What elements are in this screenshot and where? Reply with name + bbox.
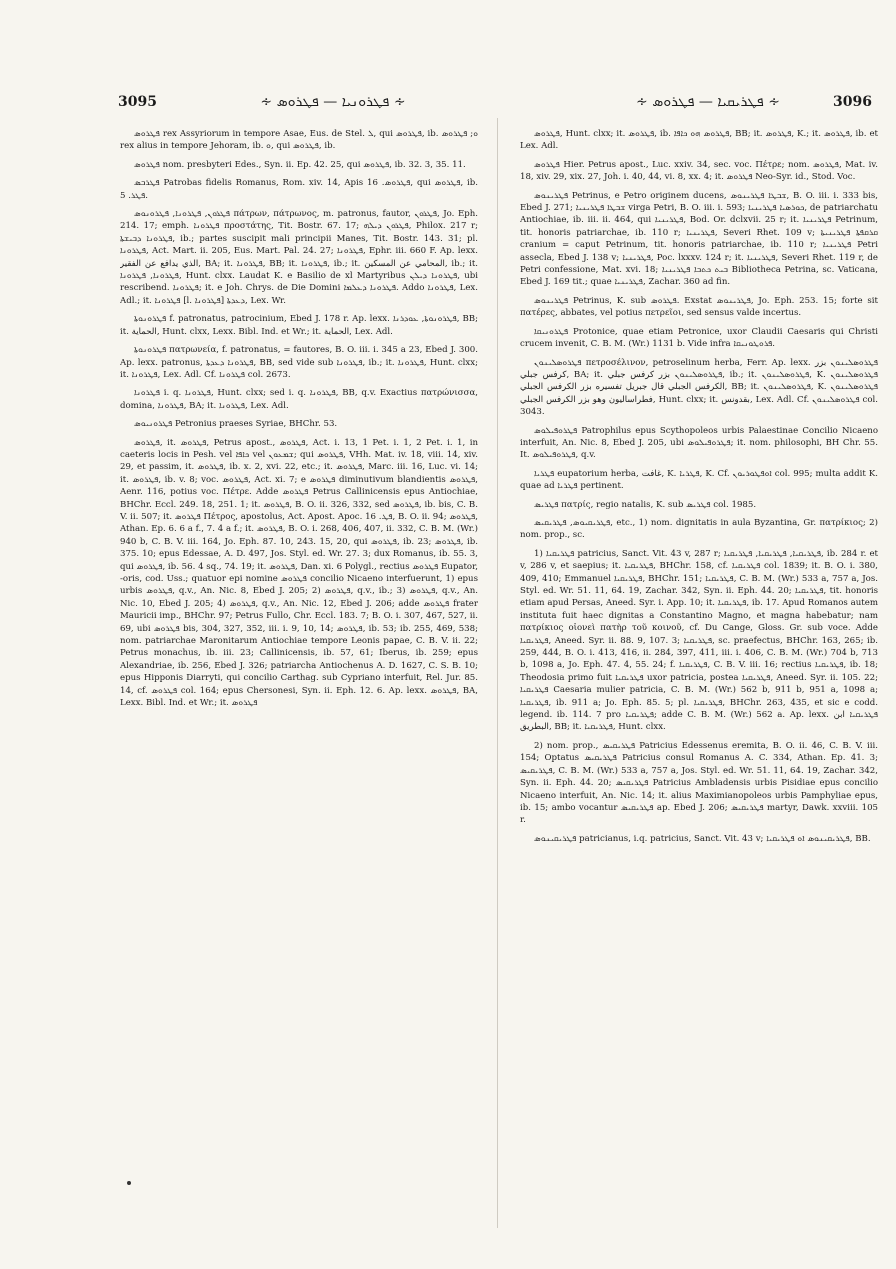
dictionary-entry: ܦܛܪܝܢܘܣ Petrinus, K. sub ܦܛܪܘܣ. Exstat ܦܛܪܝܢܘܣ, Jo. Eph. 253. 15; forte sit πατέρες, abbates, vel potius πετρεῖοι, sed sensus valde incertus. xyxy=(520,295,878,319)
column-divider xyxy=(497,118,498,1228)
dictionary-entry: ܦܛܪܝܢܘܣ Petrinus, e Petro originem ducens, ܫܒܛܐ ܦܛܪܝܢܘܣ, B. O. iii. i. 333 bis, Ebed J. 271; ܫܒܛܐ ܦܛܪܝܢܝܐ virga Petri, B. O. iii. i. 593; ܟܘܪܣܝܐ ܦܛܪܝܢܝܐ, de patriarchatu Antiochiae, ib. iii. ii. 464, qui ܦܛܪܝܢܝܐ, Bod. Or. dclxvii. 25 r; it. ܦܛܪܝܢܝܐ Petrinum, tit. honoris patriarchae, ib. 110 r; ܦܛܪܝܢܝܐ, Severi Rhet. 109 v; ܩܪܩܦܬܐ ܦܛܪܝܢܝܬܐ cranium = caput Petrinum, tit. honoris patriarchae, ib. 110 r; ܦܛܪܝܢܝܐ Petri assecla, Ebed J. 138 v; ܦܛܪܝܢܝܐ, Poc. lxxxv. 124 r; it. ܦܛܪܝܢܝܐ, Severi Rhet. 119 r, de Petri confessione, Mat. xvi. 18; ܒܝܬ ܟܬܒܐ ܦܛܪܝܢܝܐ Bibliotheca Petrina, sc. Vaticana, Ebed J. 169 tit.; quae ܦܛܪܝܢܝܐ, Zachar. 360 ad fin. xyxy=(520,190,878,288)
dictionary-entry: 1) ܦܛܪܝܩܝܐ patricius, Sanct. Vit. 43 v, 287 r; ܦܛܪܝܩܝܐ, ܦܛܪܝܩܝܐ, ܦܛܪܝܩܝܐ, ib. 284 r. et v, 286 v, et saepius; it. ܦܛܪܝܩܝܐ, BHChr. 158, cf. ܦܛܪܝܩܝܐ col. 1839; it. B. O. i. 380, 409, 410; Emmanuel ܦܛܪܝܩܝܐ, BHChr. 151; ܦܛܪܝܩܝܐ, C. B. M. (Wr.) 533 a, 757 a, Jos. Styl. ed. Wr. 51. 11, 64. 19, Zachar. 342, Syn. ii. Eph. 44. 20; ܦܛܪܝܩܝܐ, tit. honoris etiam apud Persas, Aneed. Syr. i. App. 10; it. ܦܛܪܝܩܝܐ, ib. 17. Apud Romanos autem instituta fuit haec dignitas a Constantino Magno, et magna habebatur; nam πατρίκιος οἱονεὶ πατὴρ τοῦ κοινοῦ, cf. Du Cange, Gloss. Gr. sub voce. Adde ܦܛܪܝܩܝܐ, Aneed. Syr. ii. 88. 9, 107. 3; ܦܛܪܝܩܝܐ, sc. praefectus, BHChr. 163, 265; ib. 259, 444, B. O. i. 413, 416, ii. 284, 397, 411, iii. i. 406, C. B. M. (Wr.) 704 b, 713 b, 1098 a, Jo. Eph. 47. 4, 55. 24; f. ܦܛܪܝܩܝܐ, C. B. V. iii. 16; rectius ܦܛܪܝܩܝܐ, ib. 18; Theodosia primo fuit ܦܛܪܝܩܝܐ uxor patricia, postea ܦܛܪܝܩܝܐ, Aneed. Syr. ii. 105. 22; ܦܛܪܝܩܝܐ Caesaria mulier patricia, C. B. M. (Wr.) 562 b, 911 b, 951 a, 1098 a; ܦܛܪܝܩܝܐ, ib. 911 a; Jo. Eph. 85. 5; pl. ܦܛܪܝܩܝܐ, BHChr. 263, 435, et sic e codd. legend. ib. 114. 7 pro ܦܛܪܝܩܝܐ; adde C. B. M. (Wr.) 562 a. Ap. lexx. ܦܛܪܝܩܝܐ ابن البطريق, BB; it. ܦܛܪܝܩܝܐ, Hunt. clxx. xyxy=(520,548,878,733)
dictionary-entry: ܦܛܪܘܢܘܬܐ f. patronatus, patrocinium, Ebed J. 178 r. Ap. lexx. ܦܛܪܘܢܘܬܐ, ܥܘܕܪܢܐ, BB; it. الحماية, Hunt. clxx, Lexx. Bibl. Ind. et Wr.; it. الحماية, Lex. Adl. xyxy=(120,314,478,337)
page-number-right: 3096 xyxy=(833,94,872,110)
dictionary-entry: ܦܛܪܘܣ nom. presbyteri Edes., Syn. ii. Ep. 42. 25, qui ܦܛܪܘܣ, ib. 32. 3, 35. 11. xyxy=(134,159,466,170)
dictionary-entry: ܦܛܪܘܢ, ܦܛܪܘܢܐ, ܦܛܪܘܢܘܣ πάτρων, πάτρωνος, m. patronus, fautor, ܦܛܪܘܢ, Jo. Eph. 214. 17; emph. ܦܛܪܘܢܐ προστάτης, Tit. Bostr. 67. 17; ܦܛܪܘܢ ܕܝܠܗ, Philox. 217 r; ܦܛܪܘܢܐ ܕܒܝܫܬܐ, ib.; partes suscipit mali principii Manes, Tit. Bostr. 143. 31; pl. ܦܛܪܘܢܐ, Act. Mart. ii. 205, Eus. Mart. Pal. 24. 27; ܦܛܪܘܢܐ, Ephr. iii. 660 F. Ap. lexx. الذي يدافع عن الفقير, BA; it. ܦܛܪܘܢܐ, BB; it. ܦܛܪܘܢܐ, ib.; it. المحامي عن المسكين, ib.; it. ܦܛܪܘܢܐ, ܦܛܪܘܢܐ, Hunt. clxx. Laudat K. e Basilio de xl Martyribus ܦܛܪܘܢܐ ܕܝܠܢ, ubi rescribend. ܦܛܪܘܢܐ; it. e Joh. Chrys. de Die Domini ܦܛܪܘܢܐ ܕܥܠܡܐ. Addo ܦܛܪܘܢܐ, Lex. Adl.; it. ܦܛܪܘܢܐ [l. ܦܛܪܘܢܐ] ܕܥܕܬܐ, Lex. Wr. xyxy=(120,209,478,306)
page-header xyxy=(118,94,872,116)
dictionary-entry: ܦܛܪܘܦܝܠܘܣ Patrophilus epus Scythopoleos urbis Palaestinae Concilio Nicaeno interfuit, An. Nic. 8, Ebed J. 205, ubi ܦܛܪܘܦܝܠܘܣ; it. nom. philosophi, BH Chr. 55. It. ܦܛܪܘܦܝܠܘܣ, q.v. xyxy=(520,425,878,461)
dictionary-entry: ܦܛܪܘܣ rex Assyriorum in tempore Asae, Eus. de Stel. ܠ, qui ܦܛܪܘܣ, ib. ܘ; ܦܛܪܘܣ rex alius in tempore Jehoram, ib. ܘ, qui ܦܛܪܘܣ, ib. xyxy=(120,129,478,152)
dictionary-entry: ܦܛܪܘܢܐ i. q. ܦܛܪܘܢܐ, Hunt. clxx; sed i. q. ܦܛܪܘܢܐ, BB, q.v. Exactius πατρώνισσα, domina, ܦܛܪܘܢܐ, BA; it. ܦܛܪܘܢܐ, Lex. Adl. xyxy=(120,388,478,411)
right-column xyxy=(520,128,878,1238)
dictionary-entry: ܦܛܪܘܣܠܝܢܘܢ πετροσέλινον, petroselinum herba, Ferr. Ap. lexx. ܦܛܪܘܣܠܝܢܘܢ بزر كرفس جبلي, BA; it. ܦܛܪܘܣܠܝܢܘܢ بزر كرفس جبلي, ib.; it. ܦܛܪܘܣܠܝܢܘܢ, K. ܦܛܪܘܣܠܝܢܘܢ الكرفس الجبلي قال جبريل تفسيره بزر الكرفس الجبلي, BB; it. ܦܛܪܘܣܠܝܢܘܢ, K. ܦܛܪܘܣܠܝܢܘܢ فطراساليون وهو بزر الكرفس الجبلي, Hunt. clxx; it. بقدونس, Lex. Adl. Cf. ܦܛܪܘܣܠܝܢܘܢ col. 3043. xyxy=(520,357,878,418)
dictionary-entry: 2) nom. prop., ܦܛܪܝܩܝܣ Patricius Edessenus eremita, B. O. ii. 46, C. B. V. iii. 154; Optatus ܦܛܪܝܩܝܣ Patricius consul Romanus A. C. 334, Athan. Ep. 41. 3; ܦܛܪܝܩܝܣ, C. B. M. (Wr.) 533 a, 757 a, Jos. Styl. ed. Wr. 51. 11, 64. 19, Zachar. 342, Syn. ii. Eph. 44. 20; ܦܛܪܝܩܝܣ Patricius Ambladensis urbis Pisidiae epus concilio Nicaeno interfuit, An. Nic. 14; it. alius Maximianopoleos urbis Pamphyliae epus, ib. 15; ambo vocantur ܦܛܪܝܩܝܣ ap. Ebed J. 206; ܦܛܪܝܩܝܣ martyr, Dawk. xxviii. 105 r. xyxy=(520,740,878,826)
running-head-right: ∻ ܦܛܪܝܩܝܐ — ܦܛܪܘܣ ∻ xyxy=(636,94,780,110)
dictionary-entry: ܦܛܪܝܣ πατρίς, regio natalis, K. sub ܦܛܪܝܣ col. 1985. xyxy=(534,499,757,510)
dictionary-entry: ܦܛܪܘܣ, Hunt. clxx; it. ܦܛܪܘܣ, ib. ܦܛܪܘܣ ܗܘ ܟܐܦܐ, BB; it. ܦܛܪܘܣ, K.; it. ܦܛܪܘܣ, ib. et Lex. Adl. xyxy=(520,129,878,152)
dictionary-entry: ܦܛܪܝܐ eupatorium herba, غافت, K. ܦܛܪܝܐ, K. Cf. ܐܘܦܛܘܪܝܘܢ col. 995; multa addit K. quae ad ܦܛܪܝܐ pertinent. xyxy=(520,468,878,492)
dictionary-entry: ܦܛܪܒܣ Patrobas fidelis Romanus, Rom. xiv. 14, Apis ܦܛܪܘܣ. 16, qui ܦܛܪܘܣ, ib. ܦܛܪ. 5. xyxy=(120,178,478,201)
dictionary-entry: ܦܛܪܘܢܝܘܣ Petronius praeses Syriae, BHChr. 53. xyxy=(134,419,338,430)
running-head-left: ∻ ܦܛܪܘܢܝܐ — ܦܛܪܘܣ ∻ xyxy=(260,94,406,110)
margin-dot xyxy=(127,1181,131,1185)
dictionary-entry: ܦܛܪܝܩܝܘܣ, ܦܛܪܝܩܝܣ, etc., 1) nom. dignitatis in aula Byzantina, Gr. πατρίκιος; 2) nom. prop., sc. xyxy=(520,517,878,541)
dictionary-entry: ܦܛܪܝܩܝܢܘܣ patricianus, i.q. patricius, Sanct. Vit. 43 v; ܦܛܪܝܩܝܢܘܣ ܐܘ ܦܛܪܝܩܝܐ, BB. xyxy=(534,833,871,844)
dictionary-entry: ܦܛܪܘܣ Hier. Petrus apost., Luc. xxiv. 34, sec. voc. Πέτρε; nom. ܦܛܪܘܣ, Mat. iv. 18, xiv. 29, xix. 27, Joh. i. 40, 44, vi. 8, xx. 4; it. ܦܛܪܘܣ Neo-Syr. id., Stod. Voc. xyxy=(520,159,878,183)
left-column xyxy=(120,128,478,1238)
dictionary-entry: ܦܛܪܘܣ, it. ܦܛܪܘܣ, Petrus apost., ܦܛܪܘܣ, Act. i. 13, 1 Pet. i. 1, 2 Pet. i. 1, in caeteris locis in Pesh. vel ܟܐܦܐ vel ܫܡܥܘܢ; qui ܦܛܪܘܣ, VHh. Mat. iv. 18, viii. 14, xiv. 29, et passim, it. ܦܛܪܘܣ, ib. x. 2, xvi. 22, etc.; it. ܦܛܪܘܣ, Marc. iii. 16, Luc. vi. 14; it. ܦܛܪܘܣ, ib. v. 8; voc. ܦܛܪܘܣ, Act. xi. 7; e ܦܛܪܘܣ diminutivum blandientis ܦܛܪܘܣ, Aenr. 116, potius voc. Πέτρε. Adde ܦܛܪܘܣ Petrus Callinicensis epus Antiochiae, BHChr. Eccl. 249. 18, 251. 1; it. ܦܛܪܘܣ, B. O. ii. 326, 332, sed ܦܛܪܘܣ, ib. bis, C. B. V. ii. 507; it. ܦܛܪܘܣ Πέτρος, apostolus, Act. Apost. Apoc. ܦܛ. 16, B. O. ii. 94; ܦܛܪܘܣ, Athan. Ep. 6. 6 a f., 7. 4 a f.; it. ܦܛܪܘܣ, B. O. i. 268, 406, 407, ii. 332, C. B. M. (Wr.) 940 b, C. B. V. iii. 164, Jo. Eph. 87. 10, 243. 15, 20, qui ܦܛܪܘܣ, ib. 23; ܦܛܪܘܣ, ib. 375. 10; epus Edessae, A. D. 497, Jos. Styl. ed. Wr. 27. 3; dux Romanus, ib. 55. 3, qui ܦܛܪܘܣ, ib. 56. 4 sq., 74. 19; it. ܦܛܪܘܣ, Dan. xi. 6 Polygl., rectius ܦܛܪܘܣ Eupator, -oris, cod. Uss.; quatuor epi nomine ܦܛܪܘܣ concilio Nicaeno interfuerunt, 1) epus urbis ܦܛܪܘܣ, q.v., An. Nic. 8, Ebed J. 205; 2) ܦܛܪܘܣ, q.v., ib.; 3) ܦܛܪܘܣ, q.v., An. Nic. 10, Ebed J. 205; 4) ܦܛܪܘܣ, q.v., An. Nic. 12, Ebed J. 206; adde ܦܛܪܘܣ frater Mauricii imp., BHChr. 97; Petrus Fullo, Chr. Eccl. 183. 7; B. O. i. 307, 467, 527, ii. 69, ubi ܦܛܪܘܣ bis, 304, 327, 352, iii. i. 9, 10, 14; ܦܛܪܘܣ, ib. 53; ib. 255, 469, 538; nom. patriarchae Maronitarum Antiochiae tempore Leonis papae, C. B. V. ii. 22; Petrus monachus, ib. iii. 23; Callinicensis, ib. 57, 61; Iberus, ib. 259; epus Alexandriae, ib. 256, Ebed J. 326; patriarcha Antiochenus A. D. 1627, C. S. B. 10; epus Hipponis Diarryti, qui concilio Carthag. sub Cypriano interfuit, Rel. Jur. 85. 14, cf. ܦܛܪܘܣ col. 164; epus Chersonesi, Syn. ii. Eph. 12. 6. Ap. lexx. ܦܛܪܘܣ, BA, Lexx. Bibl. Ind. et Wr.; it. ܦܛܪܘܣ xyxy=(120,437,478,709)
page-number-left: 3095 xyxy=(118,94,157,110)
dictionary-entry: ܦܛܪܘܢܝܩܐ Protonice, quae etiam Petronice, uxor Claudii Caesaris qui Christi crucem invenit, C. B. M. (Wr.) 1131 b. Vide infra ܦܪܘܛܘܢܝܩܐ. xyxy=(520,326,878,350)
dictionary-entry: ܦܛܪܘܢܘܬܐ πατρωνεία, f. patronatus, = fautores, B. O. iii. i. 345 a 23, Ebed J. 300. Ap. lexx. patronus, ܦܛܪܘܢܐ ܕܥܕܬܐ, BB, sed vide sub ܦܛܪܘܢܐ, ib.; it. ܦܛܪܘܢܐ, Hunt. clxx; it. ܦܛܪܘܢܐ, Lex. Adl. Cf. ܦܛܪܘܢܐ col. 2673. xyxy=(120,345,478,380)
